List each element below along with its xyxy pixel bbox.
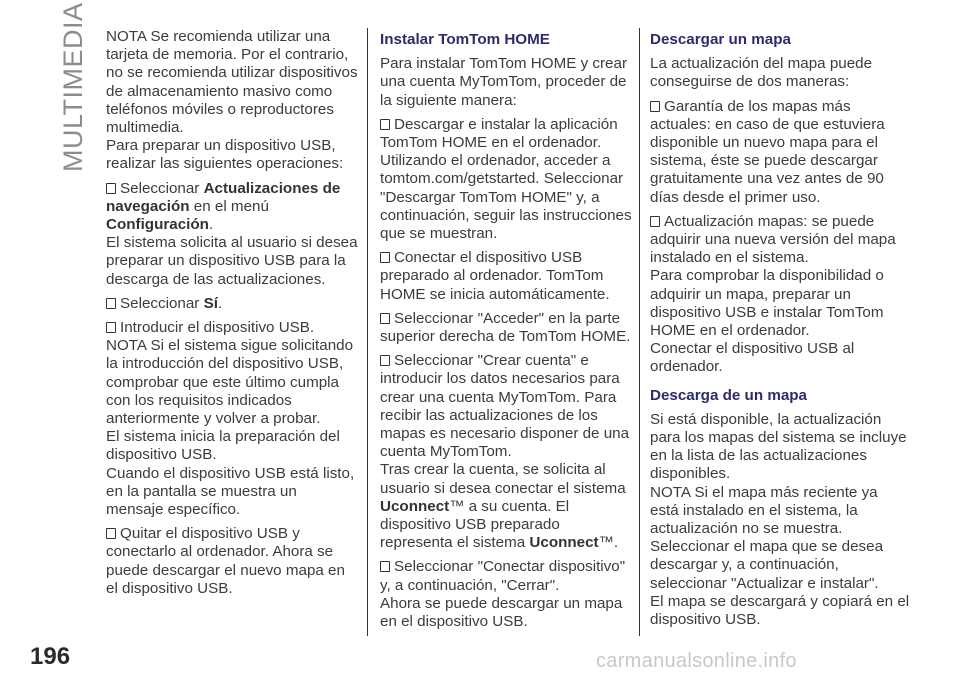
page-number: 196 [30, 643, 71, 670]
section-label [58, 2, 88, 172]
bullet-item: Seleccionar Actualizaciones de navegación en el menú Configuración. [106, 179, 341, 234]
column-1 [106, 28, 358, 598]
checkbox-bullet-icon [380, 313, 390, 324]
checkbox-bullet-icon [380, 252, 390, 263]
paragraph: La actualización del mapa puede conseguirse de dos maneras: [650, 55, 873, 91]
bullet-item: Seleccionar "Crear cuenta" e introducir los datos necesarios para crear una cuenta MyTomTom. Para recibir las actualizaciones de los mapas es necesario disponer de una cuenta MyTomTom. [380, 352, 630, 461]
paragraph: Conectar el dispositivo USB al ordenador. [650, 340, 855, 376]
bullet-item: Quitar el dispositivo USB y conectarlo al ordenador. Ahora se puede descargar el nuevo mapa en el dispositivo USB. [106, 525, 345, 597]
column-divider [639, 28, 640, 636]
paragraph: Para preparar un dispositivo USB, realizar las siguientes operaciones: [106, 137, 344, 173]
section-heading: Descargar un mapa [650, 31, 791, 48]
bullet-item: Descargar e instalar la aplicación TomTom HOME en el ordenador. [380, 115, 618, 152]
checkbox-bullet-icon [106, 183, 116, 194]
paragraph: El sistema solicita al usuario si desea preparar un dispositivo USB para la descarga de las actualizaciones. [106, 234, 358, 288]
column-2 [380, 28, 632, 631]
checkbox-bullet-icon [106, 298, 116, 309]
paragraph: El sistema inicia la preparación del dispositivo USB. [106, 428, 340, 464]
bullet-item: Garantía de los mapas más actuales: en caso de que estuviera disponible un nuevo mapa para el sistema, éste se puede descargar gratuitamente una vez antes de 90 días desde el primer uso. [650, 97, 885, 206]
paragraph: Tras crear la cuenta, se solicita al usuario si desea conectar el sistema Uconnect™ a su cuenta. El dispositivo USB preparado representa el sistema Uconnect™. [380, 461, 626, 552]
checkbox-bullet-icon [650, 216, 660, 227]
bullet-item: Conectar el dispositivo USB preparado al ordenador. TomTom HOME se inicia automáticamente. [380, 249, 610, 303]
bullet-item: Seleccionar "Acceder" en la parte superior derecha de TomTom HOME. [380, 309, 631, 346]
paragraph: Si está disponible, la actualización para los mapas del sistema se incluye en la lista de las actualizaciones disponibles. [650, 410, 907, 483]
paragraph: El mapa se descargará y copiará en el dispositivo USB. [650, 592, 910, 629]
bullet-item: Seleccionar "Conectar dispositivo" y, a continuación, "Cerrar". [380, 558, 626, 594]
bullet-item: Seleccionar Sí. [106, 295, 358, 313]
checkbox-bullet-icon [106, 528, 116, 539]
checkbox-bullet-icon [380, 561, 390, 572]
section-heading: Descarga de un mapa [650, 386, 807, 404]
checkbox-bullet-icon [106, 322, 116, 333]
column-divider [367, 28, 368, 636]
section-label-text: MULTIMEDIA [58, 2, 88, 172]
paragraph: Utilizando el ordenador, acceder a tomtom.com/getstarted. Seleccionar "Descargar TomTom HOME" y, a continuación, seguir las instrucciones que se muestran. [380, 152, 632, 243]
note-paragraph: NOTA Se recomienda utilizar una tarjeta de memoria. Por el contrario, no se recomienda utilizar dispositivos de almacenamiento masivo como teléfonos móviles o reproductores multimedia. [106, 28, 358, 137]
bullet-item: Introducir el dispositivo USB. [106, 319, 358, 337]
note-paragraph: NOTA Si el sistema sigue solicitando la introducción del dispositivo USB, comprobar que este último cumpla con los requisitos indicados anteriormente y volver a probar. [106, 337, 354, 428]
checkbox-bullet-icon [380, 355, 390, 366]
watermark: carmanualsonline.info [596, 650, 797, 672]
checkbox-bullet-icon [380, 119, 390, 130]
paragraph: Para instalar TomTom HOME y crear una cuenta MyTomTom, proceder de la siguiente manera: [380, 55, 628, 109]
checkbox-bullet-icon [650, 101, 660, 112]
column-3 [650, 28, 910, 629]
paragraph: Para comprobar la disponibilidad o adquirir un mapa, preparar un dispositivo USB e instalar TomTom HOME en el ordenador. [650, 267, 884, 340]
bullet-item: Actualización mapas: se puede adquirir una nueva versión del mapa instalado en el sistema. [650, 212, 896, 267]
paragraph: Ahora se puede descargar un mapa en el dispositivo USB. [380, 594, 623, 631]
paragraph: Cuando el dispositivo USB está listo, en la pantalla se muestra un mensaje específico. [106, 464, 355, 519]
note-paragraph: NOTA Si el mapa más reciente ya está instalado en el sistema, la actualización no se muestra. [650, 483, 878, 538]
paragraph: Seleccionar el mapa que se desea descargar y, a continuación, seleccionar "Actualizar e instalar". [650, 538, 884, 592]
section-heading: Instalar TomTom HOME [380, 31, 550, 48]
